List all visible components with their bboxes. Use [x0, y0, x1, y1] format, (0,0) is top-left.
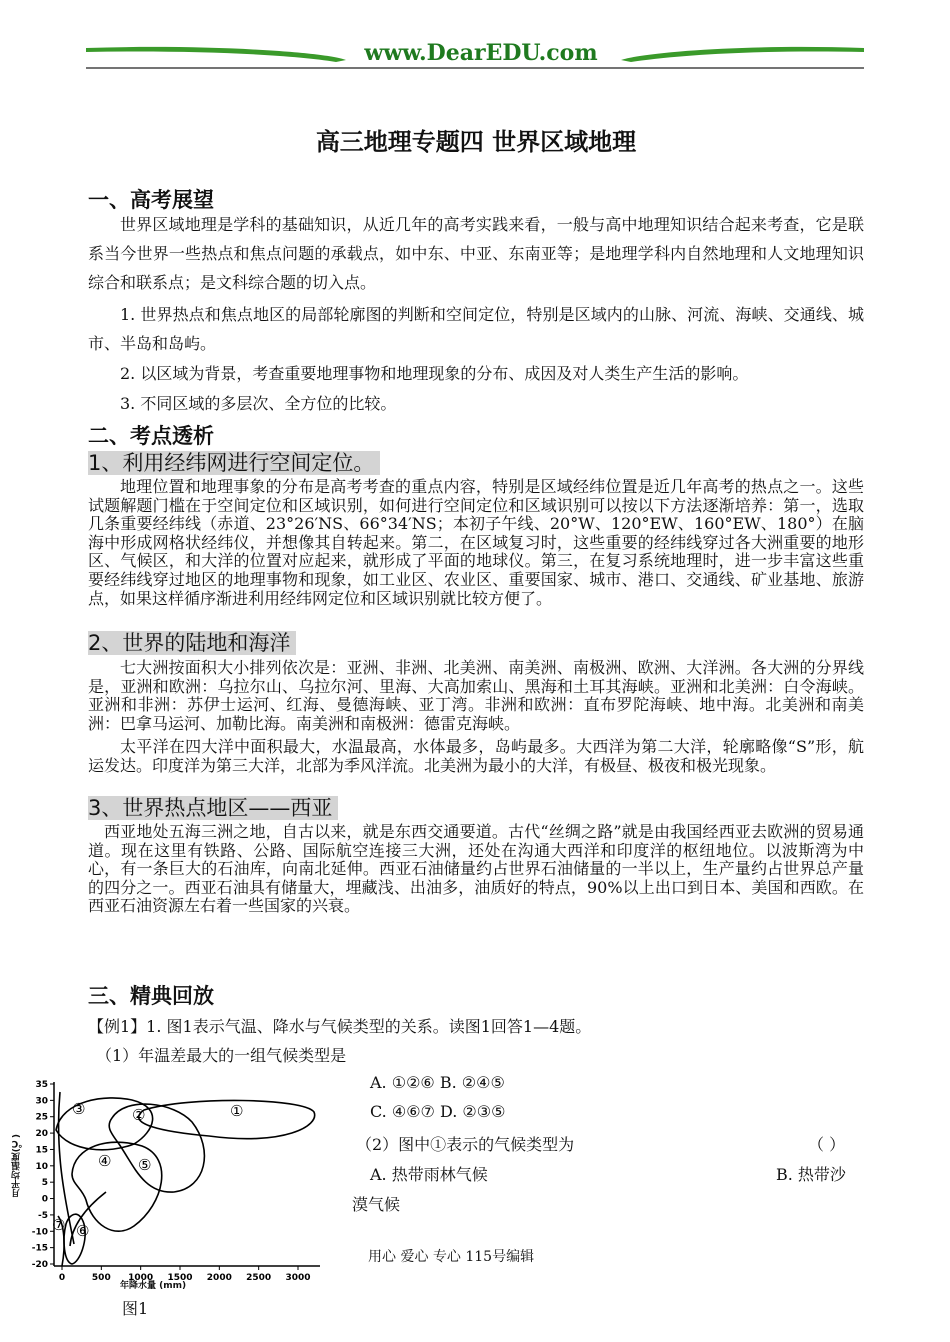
y-tick-label: 5 [41, 1178, 48, 1189]
land-ocean-text-2: 太平洋在四大洋中面积最大，水温最高，水体最多，岛屿最多。大西洋为第二大洋，轮廓略像“S”形，航运发达。印度洋为第三大洋，北部为季风洋流。北美洲为最小的大洋，有极昼、极夜和极光现象。 [88, 737, 864, 775]
question-1-stem: （1）年温差最大的一组气候类型是 [96, 1046, 347, 1065]
page-title: 高三地理专题四 世界区域地理 [315, 128, 637, 156]
outlook-point-1: 1. 世界热点和焦点地区的局部轮廓图的判断和空间定位，特别是区域内的山脉、河流、海峡、交通线、城市、半岛和岛屿。 [88, 305, 864, 353]
question-2-stem: （2）图中①表示的气候类型为 [356, 1135, 575, 1154]
y-tick-label: -20 [31, 1260, 48, 1270]
question-2-answer-paren: （ ） [808, 1135, 846, 1154]
label-1: ① [230, 1102, 244, 1120]
question-1-options-ab: A. ①②⑥ B. ②④⑤ [370, 1073, 505, 1092]
y-tick-label: -5 [38, 1210, 48, 1221]
climate-chart-svg [14, 1074, 324, 1294]
x-tick-label: 1500 [167, 1273, 193, 1283]
example-1-stem: 【例1】1. 图1表示气温、降水与气候类型的关系。读图1回答1—4题。 [88, 1017, 592, 1036]
outlook-point-3: 3. 不同区域的多层次、全方位的比较。 [120, 394, 397, 413]
land-ocean-text-1: 七大洲按面积大小排列依次是：亚洲、非洲、北美洲、南美洲、南极洲、欧洲、大洋洲。各大洲的分界线是，亚洲和欧洲：乌拉尔山、乌拉尔河、里海、大高加索山、黑海和土耳其海峡。亚洲和北美洲：白令海峡。亚洲和非洲：苏伊士运河、红海、曼德海峡、亚丁湾。非洲和欧洲：直布罗陀海峡、地中海。北美洲和南美洲：巴拿马运河、加勒比海。南美洲和南极洲：德雷克海峡。 [88, 658, 864, 733]
west-asia-text: 西亚地处五海三洲之地，自古以来，就是东西交通要道。古代“丝绸之路”就是由我国经西亚去欧洲的贸易通道。现在这里有铁路、公路、国际航空连接三大洲，还处在沟通大西洋和印度洋的枢纽地位。以波斯湾为中心，有一条巨大的石油库，向南北延伸。西亚石油储量约占世界石油储量的一半以上，生产量约占世界总产量的四分之一。西亚石油具有储量大，埋藏浅、出油多，油质好的特点，90%以上出口到日本、美国和西欧。在西亚石油资源左右着一些国家的兴衰。 [88, 822, 864, 916]
y-axis-label: 月平均温度(℃) [12, 1134, 22, 1198]
section-heading-analysis: 二、考点透析 [88, 424, 214, 448]
question-2-option-b: B. 热带沙 [776, 1165, 846, 1184]
y-tick-label: 10 [35, 1161, 48, 1172]
y-tick-label: 30 [35, 1096, 48, 1107]
label-5: ⑤ [138, 1156, 152, 1174]
coordinates-text: 地理位置和地理事象的分布是高考考查的重点内容，特别是区域经纬位置是近几年高考的热点之一。这些试题解题门槛在于空间定位和区域识别，如何进行空间定位和区域识别可以按以下方法逐渐培养：第一，选取几条重要经纬线（赤道、23°26′NS、66°34′NS；本初子午线、20°W、120°EW、160°EW、180°）在脑海中形成网格状经纬仪，并想像其自转起来。第二，在区域复习时，这些重要的经纬线穿过各大洲重要的地形区、气候区，和大洋的位置对应起来，就形成了平面的地球仪。第三，在复习系统地理时，进一步丰富这些重要经纬线穿过地区的地理事物和现象，如工业区、农业区、重要国家、城市、港口、交通线、矿业基地、旅游点，如果这样循序渐进利用经纬网定位和区域识别就比较方便了。 [88, 477, 864, 608]
y-tick-label: -15 [31, 1243, 48, 1254]
header-banner [86, 38, 864, 72]
y-tick-label: 35 [35, 1080, 48, 1090]
x-tick-label: 0 [58, 1273, 66, 1283]
label-7: ⑦ [52, 1216, 66, 1234]
x-axis-label: 年降水量 (mm) [120, 1281, 187, 1291]
x-tick-label: 2000 [206, 1273, 232, 1283]
outlook-point-2: 2. 以区域为背景，考查重要地理事物和地理现象的分布、成因及对人类生产生活的影响。 [120, 364, 749, 383]
label-3: ③ [72, 1100, 86, 1118]
figure-caption: 图1 [122, 1299, 149, 1318]
x-tick-label: 2500 [246, 1273, 272, 1283]
x-tick-label: 3000 [285, 1273, 311, 1283]
section-heading-review: 三、精典回放 [88, 984, 214, 1008]
y-tick-label: -10 [31, 1227, 48, 1238]
subheading-west-asia: 3、世界热点地区——西亚 [88, 796, 338, 820]
subheading-land-ocean: 2、世界的陆地和海洋 [88, 631, 296, 655]
label-2: ② [132, 1106, 146, 1124]
climate-figure [14, 1074, 324, 1294]
section-heading-outlook: 一、高考展望 [88, 188, 214, 212]
x-tick-label: 1000 [128, 1273, 154, 1283]
x-tick-label: 500 [91, 1273, 111, 1283]
site-logo-text: www.DearEDU.com [364, 40, 598, 66]
label-4: ④ [98, 1152, 112, 1170]
question-2-option-b-cont: 漠气候 [352, 1195, 401, 1214]
y-tick-label: 0 [41, 1194, 48, 1205]
subheading-coordinates: 1、利用经纬网进行空间定位。 [88, 451, 380, 475]
outlook-intro: 世界区域地理是学科的基础知识，从近几年的高考实践来看，一般与高中地理知识结合起来考查，它是联系当今世界一些热点和焦点问题的承载点，如中东、中亚、东南亚等；是地理学科内自然地理和人文地理知识综合和联系点；是文科综合题的切入点。 [88, 215, 864, 292]
question-2-option-a: A. 热带雨林气候 [370, 1165, 488, 1184]
label-6: ⑥ [76, 1222, 90, 1240]
y-tick-label: 15 [35, 1145, 48, 1156]
y-tick-label: 25 [35, 1112, 48, 1123]
question-1-options-cd: C. ④⑥⑦ D. ②③⑤ [370, 1102, 506, 1121]
page-footer: 用心 爱心 专心 115号编辑 [368, 1249, 535, 1265]
y-tick-label: 20 [35, 1129, 48, 1140]
